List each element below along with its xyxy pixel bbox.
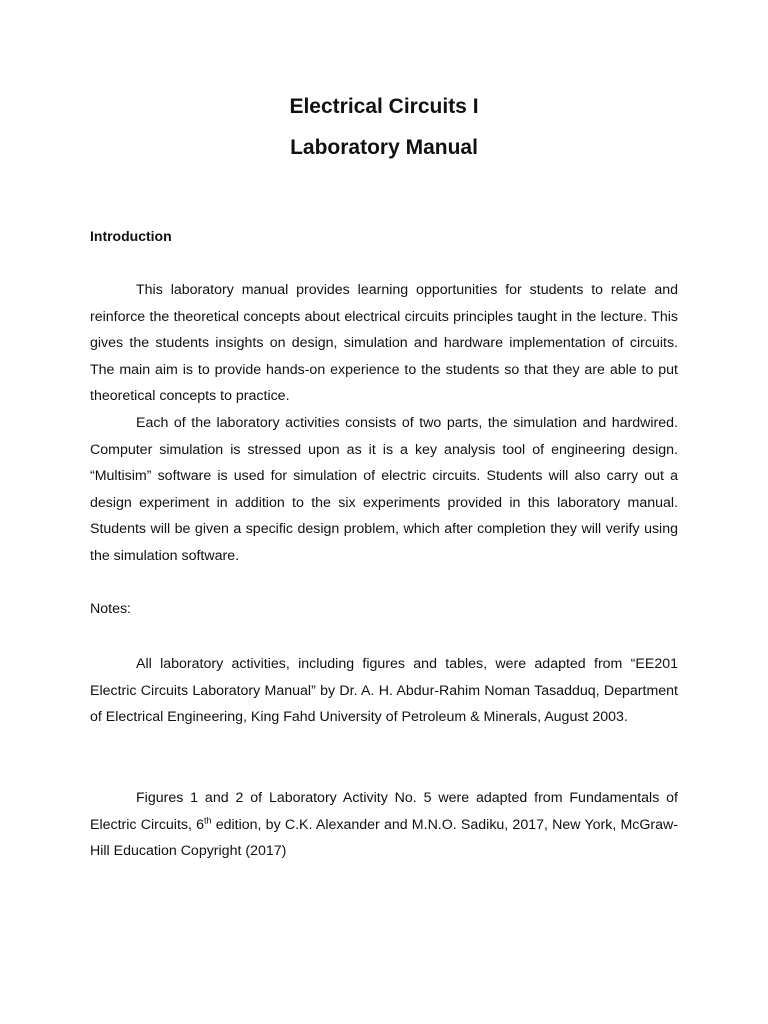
introduction-heading: Introduction [90,228,172,244]
notes-label: Notes: [90,601,132,617]
note-2-text-end: edition, by C.K. Alexander and M.N.O. Sadiku, 2017, New York, McGraw-Hill Education Copyright (2017) [90,816,678,859]
note-paragraph-2 [90,785,678,865]
intro-paragraph-2: Each of the laboratory activities consists of two parts, the simulation and hardwired. Computer simulation is stressed upon as it is a key analysis tool of engineering design. “Multisim” software is used for simulation of electric circuits. Students will also carry out a design experiment in addition to the six experiments provided in this laboratory manual. Students will be given a specific design problem, which after completion they will verify using the simulation software. [90,415,678,564]
document-title: Electrical Circuits I [289,95,479,118]
note-paragraph-1: All laboratory activities, including figures and tables, were adapted from “EE201 Electric Circuits Laboratory Manual” by Dr. A. H. Abdur-Rahim Noman Tasadduq, Department of Electrical Engineering, King Fahd University of Petroleum & Minerals, August 2003. [90,656,678,725]
ordinal-superscript: th [204,814,212,825]
note-2-text-start: Figures 1 and 2 of Laboratory Activity No. 5 were adapted from Fundamentals of Electric Circuits, 6 [90,790,678,833]
document-subtitle: Laboratory Manual [290,136,478,159]
intro-paragraph-1: This laboratory manual provides learning opportunities for students to relate and reinforce the theoretical concepts about electrical circuits principles taught in the lecture. This gives the students insights on design, simulation and hardware implementation of circuits. The main aim is to provide hands-on experience to the students so that they are able to put theoretical concepts to practice. [90,282,678,404]
